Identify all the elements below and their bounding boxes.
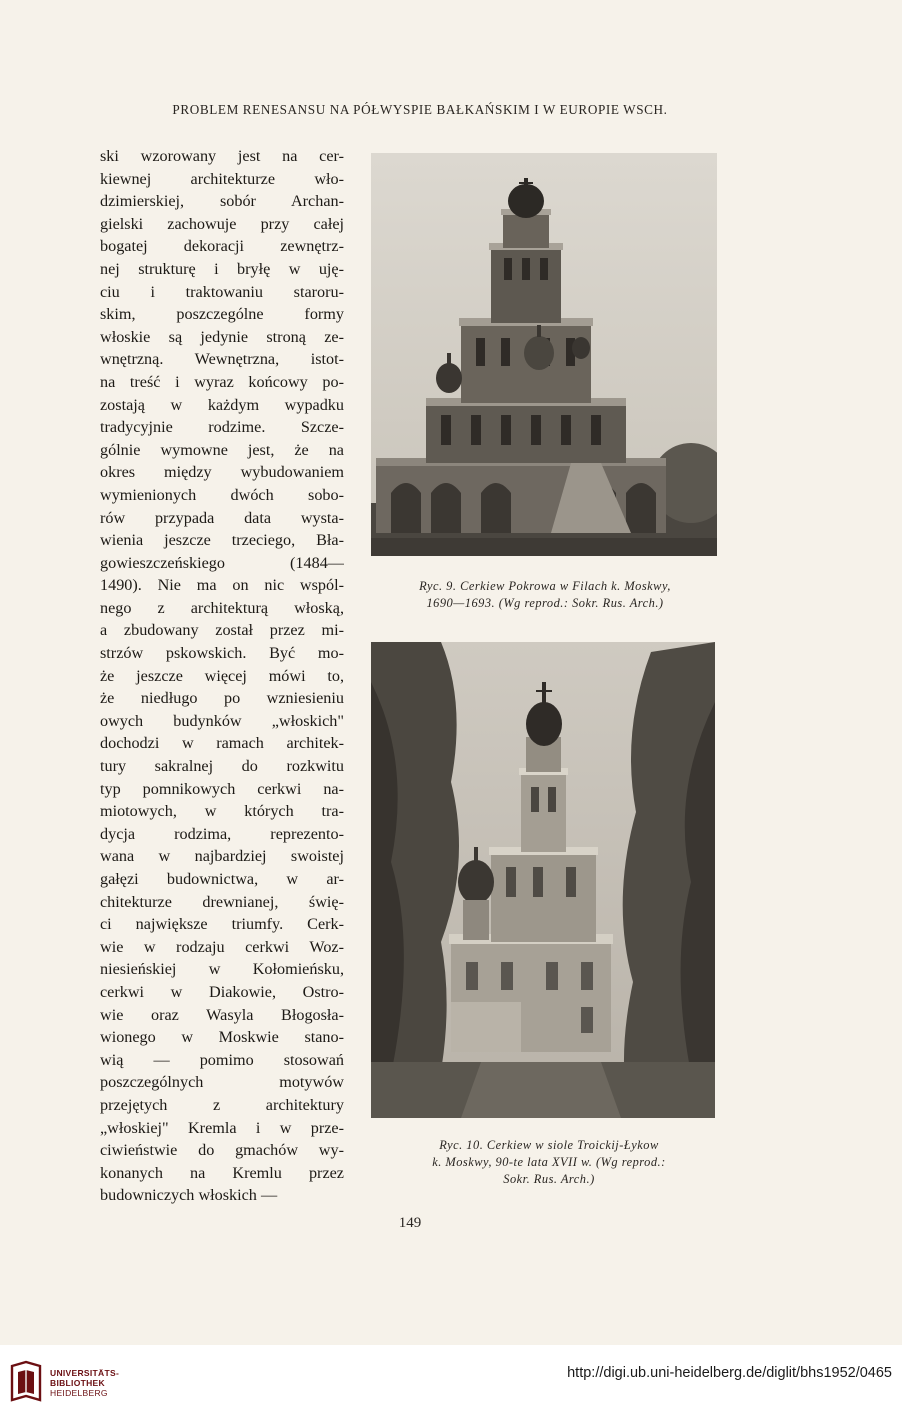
- figure-caption-9: [360, 578, 730, 612]
- body-text-line: tury sakralnej do rozkwitu: [100, 757, 344, 776]
- body-text-line: ciu i traktowaniu staroru-: [100, 282, 344, 301]
- body-text-line: bogatej dekoracji zewnętrz-: [100, 237, 344, 256]
- body-text-line: dycja rodzima, reprezento-: [100, 824, 344, 843]
- body-text-line: wnętrzną. Wewnętrzna, istot-: [100, 350, 344, 369]
- figure-church-pokrova-fili: [371, 153, 717, 556]
- body-text-line: „włoskiej" Kremla i w prze-: [100, 1118, 344, 1137]
- body-text-line: włoskie są jedynie stroną ze-: [100, 327, 344, 346]
- body-text-line: dochodzi w ramach architek-: [100, 734, 344, 753]
- body-text-line: ci największe triumfy. Cerk-: [100, 915, 344, 934]
- body-text-line: rów przypada data wysta-: [100, 508, 344, 527]
- body-text-line: nego z architekturą włoską,: [100, 598, 344, 617]
- body-text-line: nej strukturę i bryłę w uję-: [100, 259, 344, 278]
- body-text-line: typ pomnikowych cerkwi na-: [100, 779, 344, 798]
- body-text-line: wionego w Moskwie stano-: [100, 1028, 344, 1047]
- church-photo-1: [371, 153, 717, 556]
- caption-line: Ryc. 9. Cerkiew Pokrowa w Filach k. Moskwy,: [419, 579, 671, 593]
- body-text-line: a zbudowany został przez mi-: [100, 621, 344, 640]
- caption-line: 1690—1693. (Wg reprod.: Sokr. Rus. Arch.): [426, 596, 664, 610]
- body-text-line: ski wzorowany jest na cer-: [100, 147, 344, 165]
- body-text-line: gałęzi budownictwa, w ar-: [100, 870, 344, 888]
- figure-church-troickij-lykow: [371, 642, 715, 1118]
- body-text-line: poszczególnych motywów: [100, 1073, 344, 1092]
- body-text-line: konanych na Kremlu przez: [100, 1163, 344, 1182]
- body-text-line: że niedługo po wzniesieniu: [100, 689, 344, 708]
- body-text-line: owych budynków „włoskich": [100, 711, 344, 730]
- body-text-line: okres między wybudowaniem: [100, 463, 344, 482]
- library-logo-text: [50, 1368, 119, 1398]
- body-text-line: budowniczych włoskich —: [100, 1186, 278, 1205]
- body-text-line: 1490). Nie ma on nic wspól-: [100, 576, 344, 595]
- body-text-line: wana w najbardziej swoistej: [100, 847, 344, 866]
- caption-line: Sokr. Rus. Arch.): [503, 1172, 595, 1186]
- body-text-line: tradycyjnie rodzime. Szcze-: [100, 418, 344, 437]
- body-text-line: kiewnej architekturze wło-: [100, 169, 344, 188]
- source-url-link[interactable]: http://digi.ub.uni-heidelberg.de/diglit/bhs1952/0465: [567, 1365, 892, 1381]
- body-text-line: że jeszcze więcej mówi to,: [100, 666, 344, 685]
- body-text-line: wienia jeszcze trzeciego, Bła-: [100, 531, 344, 550]
- page-number: 149: [398, 1215, 422, 1231]
- church-photo-2: [371, 642, 715, 1118]
- figure-caption-10: [366, 1137, 732, 1188]
- logo-line: UNIVERSITÄTS-: [50, 1368, 120, 1378]
- body-text-line: wie oraz Wasyla Błogosła-: [100, 1005, 344, 1024]
- body-text-line: gielski zachowuje przy całej: [100, 214, 344, 233]
- library-logo-icon: [8, 1360, 44, 1404]
- body-text-line: zostają w każdym wypadku: [100, 395, 344, 414]
- logo-line: HEIDELBERG: [50, 1388, 108, 1398]
- body-text-column: [100, 145, 344, 1207]
- body-text-line: wymienionych dwóch sobo-: [100, 485, 344, 504]
- caption-line: Ryc. 10. Cerkiew w siole Troickij-Łykow: [439, 1138, 659, 1152]
- body-text-line: niesieńskiej w Kołomieńsku,: [100, 960, 344, 979]
- body-text-line: cerkwi w Diakowie, Ostro-: [100, 982, 344, 1001]
- body-text-line: dzimierskiej, sobór Archan-: [100, 192, 344, 211]
- body-text-line: gowieszczeńskiego (1484—: [100, 553, 344, 572]
- body-text-line: przejętych z architektury: [100, 1095, 344, 1114]
- running-head: PROBLEM RENESANSU NA PÓŁWYSPIE BAŁKAŃSKIM I W EUROPIE WSCH.: [172, 102, 668, 117]
- body-text-line: wie w rodzaju cerkwi Woz-: [100, 937, 344, 956]
- body-text-line: miotowych, w których tra-: [100, 802, 344, 821]
- caption-line: k. Moskwy, 90-te lata XVII w. (Wg reprod.:: [432, 1155, 666, 1169]
- body-text-line: ciwieństwie do gmachów wy-: [100, 1141, 344, 1160]
- logo-line: BIBLIOTHEK: [50, 1378, 105, 1388]
- footer-bar: [0, 1345, 902, 1418]
- body-text-line: skim, poszczególne formy: [100, 305, 344, 324]
- body-text-line: chitekturze drewnianej, świę-: [100, 892, 344, 911]
- body-text-line: na treść i wyraz końcowy po-: [100, 372, 344, 391]
- body-text-line: wią — pomimo stosowań: [100, 1050, 344, 1069]
- body-text-line: strzów pskowskich. Być mo-: [100, 644, 344, 663]
- body-text-line: gólnie wymowne jest, że na: [100, 440, 344, 459]
